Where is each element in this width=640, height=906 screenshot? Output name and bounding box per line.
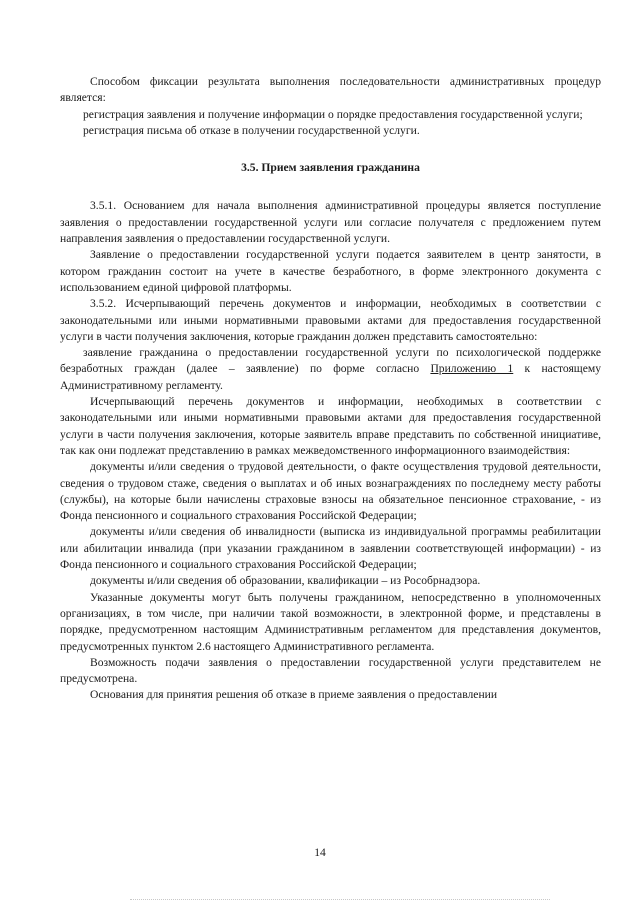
paragraph-application-form <box>60 345 601 394</box>
scan-edge-divider <box>130 899 550 900</box>
paragraph-labor-documents: документы и/или сведения о трудовой деятельности, о факте осуществления трудовой деятельности, сведения о трудовом стаже, сведения о выплатах и об иных вознаграждениях по последнему месту работы (службы), на которые были начислены страховые взносы на обязательное пенсионное страхование, - из Фонда пенсионного и социального страхования Российской Федерации; <box>60 460 601 523</box>
paragraph-fixation-method: Способом фиксации результата выполнения последовательности административных процедур является: <box>60 75 601 105</box>
appendix-1-link[interactable]: Приложению 1 <box>430 362 514 376</box>
paragraph-refusal-grounds: Основания для принятия решения об отказе в приеме заявления о предоставлении <box>90 688 498 702</box>
paragraph-application-form-text: заявление гражданина о предоставлении государственной услуги по психологической поддержке безработных граждан (далее – заявление) по форме согласно <box>60 346 601 376</box>
section-heading: 3.5. Прием заявления гражданина <box>241 161 420 175</box>
paragraph-documents-obtained: Указанные документы могут быть получены гражданином, непосредственно в уполномоченных организациях, в том числе, при наличии такой возможности, в электронной форме, и представлены в порядке, предусмотренном настоящим Административным регламентом для представления документов, предусмотренных пунктом 2.6 настоящего Административного регламента. <box>60 590 601 653</box>
paragraph-exhaustive-list: Исчерпывающий перечень документов и информации, необходимых в соответствии с законодательными или иными нормативными правовыми актами для предоставления государственной услуги в части получения заключения, которые заявитель вправе представить по собственной инициативе, так как они подлежат представлению в рамках межведомственного информационного взаимодействия: <box>60 395 601 457</box>
paragraph-disability-documents: документы и/или сведения об инвалидности (выписка из индивидуальной программы реабилитации или абилитации инвалида (при указании гражданином в заявлении соответствующей информации) - из Фонда пенсионного и социального страхования Российской Федерации; <box>60 525 601 572</box>
paragraph-application-form-tail: к настоящему Административному регламенту. <box>60 362 601 392</box>
paragraph-application-submission: Заявление о предоставлении государственной услуги подается заявителем в центр занятости, в котором гражданин состоит на учете в качестве безработного, в форме электронного документа с использованием единой цифровой платформы. <box>60 248 601 294</box>
document-page <box>60 74 601 704</box>
paragraph-registration-application: регистрация заявления и получение информации о порядке предоставления государственной услуги; <box>83 107 583 121</box>
paragraph-3-5-2: 3.5.2. Исчерпывающий перечень документов и информации, необходимых в соответствии с законодательными или иными нормативными правовыми актами для предоставления государственной услуги в части получения заключения, которые гражданин должен представить самостоятельно: <box>60 297 601 343</box>
paragraph-registration-refusal: регистрация письма об отказе в получении государственной услуги. <box>83 123 420 137</box>
paragraph-3-5-1: 3.5.1. Основанием для начала выполнения административной процедуры является поступление заявления о предоставлении государственной услуги или согласие получателя с предложением путем направления заявления о предоставлении государственной услуги. <box>60 199 601 246</box>
paragraph-representative: Возможность подачи заявления о предоставлении государственной услуги представителем не предусмотрена. <box>60 655 601 686</box>
page-number: 14 <box>314 846 326 859</box>
paragraph-education-documents: документы и/или сведения об образовании, квалификации – из Рособрнадзора. <box>90 574 481 588</box>
